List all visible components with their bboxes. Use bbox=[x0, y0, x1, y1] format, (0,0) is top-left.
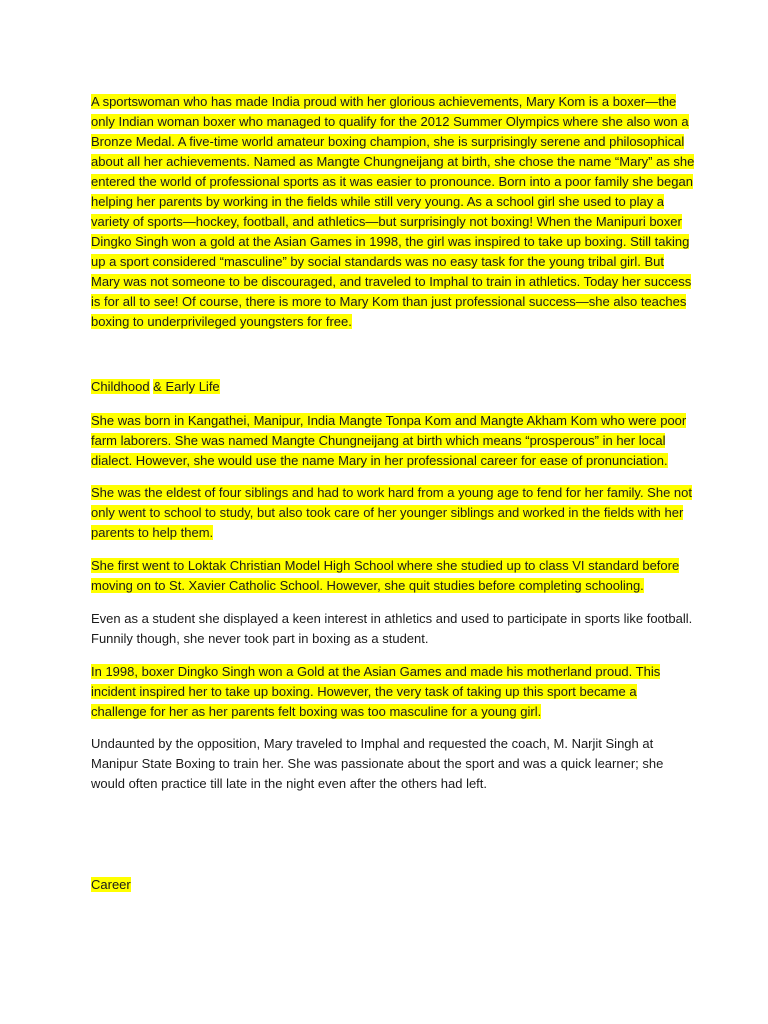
heading-childhood bbox=[91, 377, 691, 397]
text-line: Bronze Medal. A five-time world amateur boxing champion, she is surprisingly serene and philosophical bbox=[91, 134, 685, 149]
text-line: Manipur State Boxing to train her. She was passionate about the sport and was a quick learner; she bbox=[91, 756, 664, 771]
heading-career bbox=[91, 875, 691, 895]
text-line: She was born in Kangathei, Manipur, India Mangte Tonpa Kom and Mangte Akham Kom who were poor bbox=[91, 413, 687, 428]
text-line: about all her achievements. Named as Mangte Chungneijang at birth, she chose the name “Mary” as she bbox=[91, 154, 695, 169]
text-line: She first went to Loktak Christian Model High School where she studied up to class VI standard before bbox=[91, 558, 680, 573]
text-line: would often practice till late in the night even after the others had left. bbox=[91, 776, 488, 791]
text-line: challenge for her as her parents felt boxing was too masculine for a young girl. bbox=[91, 704, 542, 719]
text-line: up a sport considered “masculine” by social standards was no easy task for the young tribal girl. But bbox=[91, 254, 665, 269]
text-line: She was the eldest of four siblings and had to work hard from a young age to fend for her family. She not bbox=[91, 485, 692, 500]
text-line: A sportswoman who has made India proud with her glorious achievements, Mary Kom is a boxer—the bbox=[91, 94, 677, 109]
intro-paragraph bbox=[91, 92, 695, 332]
text-line: Dingko Singh won a gold at the Asian Games in 1998, the girl was inspired to take up boxing. Still taking bbox=[91, 234, 690, 249]
text-line: is for all to see! Of course, there is more to Mary Kom than just professional success—she also teaches bbox=[91, 294, 687, 309]
paragraph-school bbox=[91, 556, 691, 596]
text-line: incident inspired her to take up boxing. However, the very task of taking up this sport became a bbox=[91, 684, 637, 699]
paragraph-birth bbox=[91, 411, 691, 471]
text-line: dialect. However, she would use the name Mary in her professional career for ease of pronunciation. bbox=[91, 453, 668, 468]
text-line: Mary was not someone to be discouraged, and traveled to Imphal to train in athletics. Today her success bbox=[91, 274, 692, 289]
heading-word: Early Life bbox=[165, 379, 220, 394]
heading-word: Career bbox=[91, 877, 131, 892]
heading-word: & bbox=[153, 379, 162, 394]
text-line: only went to school to study, but also took care of her younger siblings and worked in the fields with her bbox=[91, 505, 684, 520]
heading-word: Childhood bbox=[91, 379, 150, 394]
paragraph-siblings bbox=[91, 483, 691, 543]
text-line: helping her parents by working in the fields while still very young. As a school girl she used to play a bbox=[91, 194, 665, 209]
text-line: entered the world of professional sports as it was easier to pronounce. Born into a poor family she began bbox=[91, 174, 693, 189]
text-line: moving on to St. Xavier Catholic School. However, she quit studies before completing schooling. bbox=[91, 578, 644, 593]
text-line: farm laborers. She was named Mangte Chungneijang at birth which means “prosperous” in her local bbox=[91, 433, 666, 448]
paragraph-training bbox=[91, 734, 691, 794]
text-line: Undaunted by the opposition, Mary traveled to Imphal and requested the coach, M. Narjit Singh at bbox=[91, 736, 654, 751]
text-line: Even as a student she displayed a keen interest in athletics and used to participate in sports like football. bbox=[91, 611, 693, 626]
text-line: In 1998, boxer Dingko Singh won a Gold at the Asian Games and made his motherland proud. This bbox=[91, 664, 661, 679]
paragraph-inspiration bbox=[91, 662, 691, 722]
text-line: Funnily though, she never took part in boxing as a student. bbox=[91, 631, 429, 646]
text-line: parents to help them. bbox=[91, 525, 214, 540]
text-line: boxing to underprivileged youngsters for free. bbox=[91, 314, 352, 329]
paragraph-athletics bbox=[91, 609, 691, 649]
text-line: variety of sports—hockey, football, and athletics—but surprisingly not boxing! When the Manipuri boxer bbox=[91, 214, 682, 229]
text-line: only Indian woman boxer who managed to qualify for the 2012 Summer Olympics where she also won a bbox=[91, 114, 689, 129]
